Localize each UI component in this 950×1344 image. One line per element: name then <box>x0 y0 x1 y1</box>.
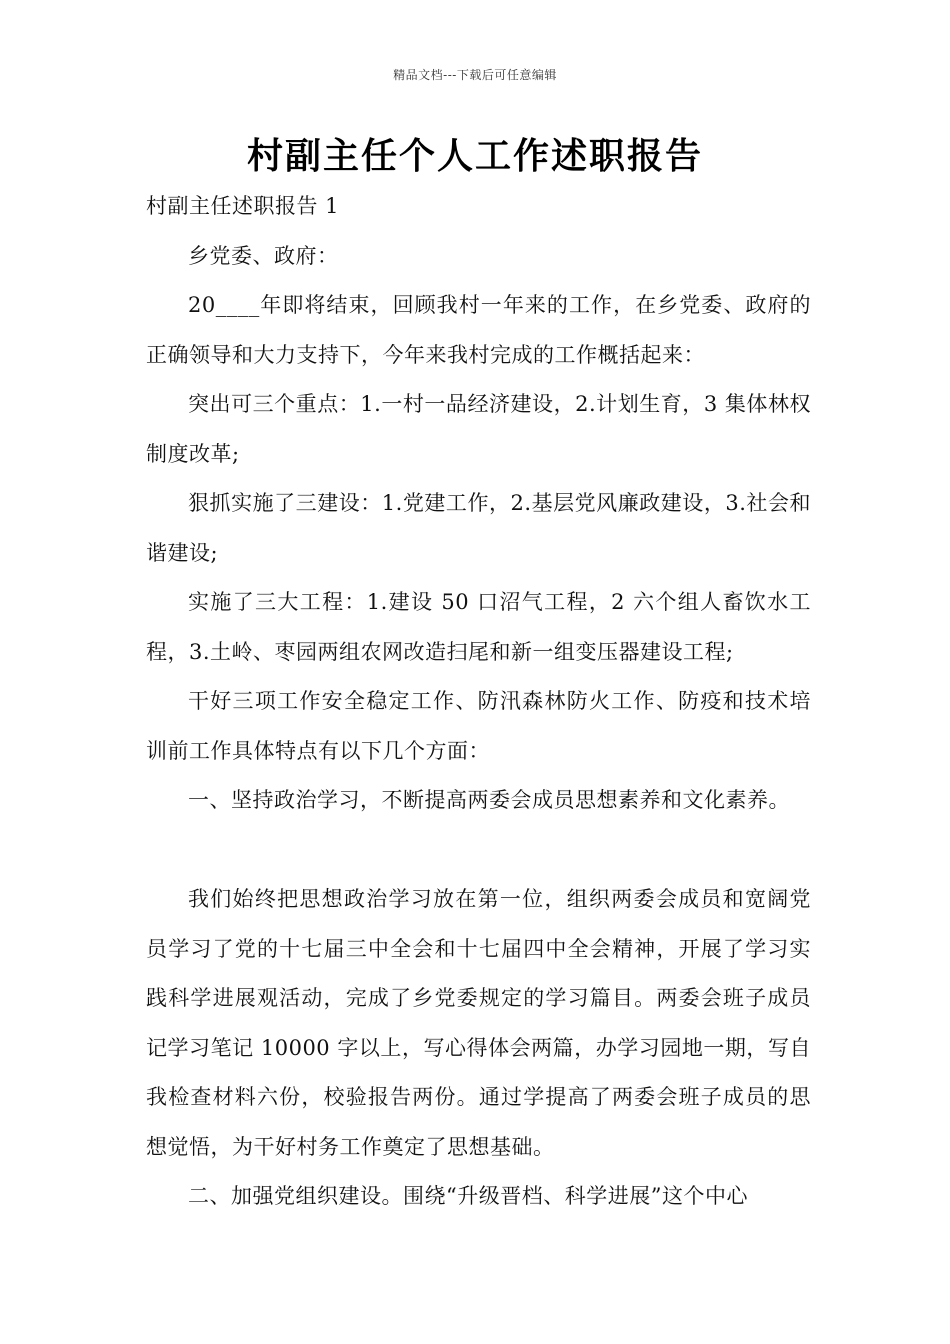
paragraph-political-study: 我们始终把思想政治学习放在第一位，组织两委会成员和宽阔党员学习了党的十七届三中全会和十七届四中全会精神，开展了学习实践科学进展观活动，完成了乡党委规定的学习篇目。两委会班子成员记学习笔记 10000 字以上，写心得体会两篇，办学习园地一期，写自我检查材料六份，校验报告两份。通过学提高了两委会班子成员的思想觉悟，为干好村务工作奠定了思想基础。 <box>146 887 811 1159</box>
paragraph-three-constructions: 狠抓实施了三建设：1.党建工作，2.基层党风廉政建设，3.社会和谐建设; <box>146 491 811 565</box>
section-heading-2: 二、加强党组织建设。围绕“升级晋档、科学进展”这个中心 <box>188 1184 748 1208</box>
paragraph-intro: 20____年即将结束，回顾我村一年来的工作，在乡党委、政府的正确领导和大力支持下，今年来我村完成的工作概括起来： <box>146 293 811 367</box>
document-title: 村副主任个人工作述职报告 <box>246 135 703 177</box>
paragraph-key-points: 突出可三个重点：1.一村一品经济建设，2.计划生育，3 集体林权制度改革; <box>146 392 811 466</box>
document-body <box>146 182 811 1222</box>
paragraph-three-tasks: 干好三项工作安全稳定工作、防汛森林防火工作、防疫和技术培训前工作具体特点有以下几个方面： <box>146 689 811 763</box>
section-heading-1: 一、坚持政治学习，不断提高两委会成员思想素养和文化素养。 <box>188 788 790 812</box>
report-subtitle: 村副主任述职报告 1 <box>146 194 340 218</box>
salutation: 乡党委、政府： <box>188 243 339 268</box>
paragraph-three-projects: 实施了三大工程：1.建设 50 口沼气工程，2 六个组人畜饮水工程，3.土岭、枣园两组农网改造扫尾和新一组变压器建设工程; <box>146 590 811 664</box>
header-note: 精品文档---下载后可任意编辑 <box>393 68 557 82</box>
